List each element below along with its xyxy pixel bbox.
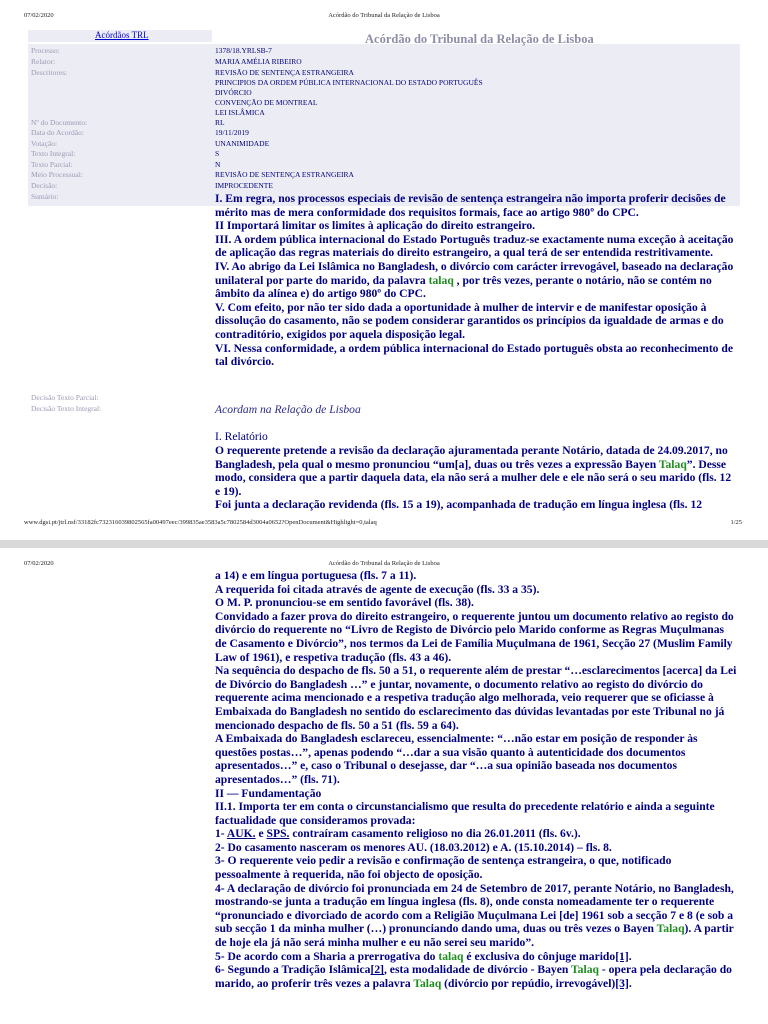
value-meio-processual: REVISÃO DE SENTENÇA ESTRANGEIRA — [215, 170, 354, 179]
value-decisao: IMPROCEDENTE — [215, 181, 273, 190]
report-block-page1 — [215, 444, 737, 512]
value-descritor: REVISÃO DE SENTENÇA ESTRANGEIRA — [215, 68, 354, 77]
party-sps-link[interactable]: SPS. — [266, 827, 290, 841]
print-footer-page: 1/25 — [730, 519, 742, 526]
fact-item: 5- De acordo com a Sharia a prerrogativa do talaq é exclusiva do cônjuge marido[1]. — [215, 949, 632, 963]
fact-item: 1- AUK. e SPS. contraíram casamento religioso no dia 26.01.2011 (fls. 6v.). — [215, 827, 581, 841]
label-texto-integral: Texto Integral: — [31, 149, 76, 158]
summary-paragraph: I. Em regra, nos processos especiais de revisão de sentença estrangeira não importa proferir decisões de mérito mas de mera conformidade dos requisitos formais, face ao artigo 980º do CPC. — [215, 192, 726, 219]
print-header-date: 07/02/2020 — [24, 12, 54, 19]
label-data-acordao: Data do Acordão: — [31, 128, 84, 137]
value-descritor: DIVÓRCIO — [215, 88, 252, 97]
label-n-documento: Nº do Documento: — [31, 118, 88, 127]
highlight-term: Talaq — [571, 963, 599, 977]
fact-item: 6- Segundo a Tradição Islâmica[2], esta modalidade de divórcio - Bayen Talaq - opera pela declaração do marido, ao proferir três vezes a palavra Talaq (divórcio por repúdio, irrevogável)[3]. — [215, 963, 732, 990]
report-paragraph: a 14) e em língua portuguesa (fls. 7 a 11). — [215, 569, 417, 582]
label-votacao: Votação: — [31, 139, 58, 148]
label-decisao: Decisão: — [31, 181, 58, 190]
highlight-term: Talaq — [658, 457, 687, 471]
value-relator: MARIA AMÉLIA RIBEIRO — [215, 57, 302, 66]
summary-paragraph: VI. Nessa conformidade, a ordem pública internacional do Estado português obsta ao reconhecimento de tal divórcio. — [215, 341, 733, 369]
report-block-page2 — [215, 569, 737, 990]
summary-paragraph: IV. Ao abrigo da Lei Islâmica no Bangladesh, o divórcio com carácter irrevogável, baseado na declaração unilateral por parte do marido, da palavra talaq , por três vezes, perante o notário, não se contém no âmbito da alínea e) do artigo 980º do CPC. — [215, 259, 734, 301]
value-texto-integral: S — [215, 149, 220, 158]
pdf-page-2 — [0, 548, 768, 1024]
print-header-title: Acórdão do Tribunal da Relação de Lisboa — [328, 560, 440, 567]
highlight-term: Talaq — [413, 976, 442, 990]
label-decisao-parcial: Decisão Texto Parcial: — [31, 393, 99, 402]
section-title-relatorio: I. Relatório — [215, 430, 268, 443]
label-processo: Processo: — [31, 46, 60, 55]
summary-paragraph: V. Com efeito, por não ter sido dada a oportunidade à mulher de intervir e de manifestar oposição à dissolução do casamento, não se podem considerar garantidos os princípios da igualdade de armas e do contraditório, exigidos por aquela disposição legal. — [215, 300, 724, 341]
acordaos-trl-link[interactable]: Acórdãos TRL — [95, 30, 149, 40]
label-meio-processual: Meio Processual: — [31, 170, 83, 179]
print-header-title: Acórdão do Tribunal da Relação de Lisboa — [328, 12, 440, 19]
decision-intro: Acordam na Relação de Lisboa — [215, 403, 361, 416]
print-footer-url: www.dgsi.pt/jtrl.nsf/33182fc732316039802565fa00497eec/399835ae3583a5c7802584d3004a0652?OpenDocument&Highlight=0,talaq — [24, 519, 377, 526]
footnote-link-2[interactable]: [2] — [370, 963, 384, 977]
facts-paragraph: II.1. Importa ter em conta o circunstancialismo que resulta do precedente relatório e ainda a seguinte factualidade que consideramos provada: — [215, 800, 715, 827]
label-descritores: Descritores: — [31, 68, 68, 77]
value-descritor: LEI ISLÂMICA — [215, 108, 265, 117]
value-descritor: PRINCIPIOS DA ORDEM PÚBLICA INTERNACIONAL DO ESTADO PORTUGUÊS — [215, 78, 483, 87]
footnote-link-3[interactable]: [3] — [615, 976, 629, 990]
report-paragraph: Foi junta a declaração revidenda (fls. 15 a 19), acompanhada de tradução em língua inglesa (fls. 12 — [215, 498, 703, 512]
value-n-documento: RL — [215, 118, 225, 127]
report-paragraph: Na sequência do despacho de fls. 50 a 51, o requerente além de prestar “…esclarecimentos [acerca] da Lei de Divórcio do Bangladesh …” e juntar, novamente, o documento relativo ao registo do divórcio do requerente acima mencionado e a respetiva tradução algo melhorada, veio requerer que se oficiasse à Embaixada do Bangladesh no sentido do esclarecimento das dúvidas levantadas por este Tribunal no já mencionado despacho de fls. 50 a 51 (fls. 59 a 64). — [215, 664, 737, 732]
summary-paragraph: III. A ordem pública internacional do Estado Português traduz-se exactamente numa exceção à aceitação de aplicação das regras materiais do direito estrangeiro, a qual terá de ser entendida restritivamente. — [215, 232, 734, 260]
report-paragraph: O M. P. pronunciou-se em sentido favorável (fls. 38). — [215, 596, 474, 610]
highlight-term: Talaq — [656, 922, 685, 936]
party-auk-link[interactable]: AUK. — [226, 827, 256, 841]
label-texto-parcial: Texto Parcial: — [31, 160, 73, 169]
value-processo: 1378/18.YRLSB-7 — [215, 46, 272, 55]
value-texto-parcial: N — [215, 160, 221, 169]
summary-block — [215, 192, 737, 369]
footnote-link-1[interactable]: [1] — [615, 949, 629, 963]
label-sumario: Sumário: — [31, 192, 59, 201]
report-paragraph: A requerida foi citada através de agente de execução (fls. 33 a 35). — [215, 582, 540, 596]
print-header-date: 07/02/2020 — [24, 560, 54, 567]
fact-item: 2- Do casamento nasceram os menores AU. (18.03.2012) e A. (15.10.2014) – fls. 8. — [215, 840, 612, 854]
page-separator — [0, 540, 768, 548]
section-title-fundamentacao: II — Fundamentação — [215, 786, 322, 800]
label-decisao-integral: Decisão Texto Integral: — [31, 404, 102, 413]
report-paragraph: A Embaixada do Bangladesh esclareceu, essencialmente: “…não estar em posição de responder às questões postas…”, apenas podendo “…dar a sua visão quanto à autenticidade dos documentos apresentados…” e, caso o Tribunal o desejasse, dar “…a sua opinião baseada nos documentos apresentados…” (fls. 71). — [215, 732, 698, 786]
highlight-term: talaq — [438, 949, 464, 963]
page-title: Acórdão do Tribunal da Relação de Lisboa — [365, 32, 594, 46]
fact-item: 3- O requerente veio pedir a revisão e confirmação de sentença estrangeira, o que, notificado pessoalmente à requerida, não foi objecto de oposição. — [215, 854, 672, 882]
highlight-term: talaq — [428, 273, 454, 287]
report-paragraph: Convidado a fazer prova do direito estrangeiro, o requerente juntou um documento relativo ao registo do divórcio do requerente no “Livro de Registo de Divórcio pelo Marido conforme as Regras Muçulmanas de Casamento e Divórcio”, nos termos da Lei de Família Muçulmana de 1961, Secção 27 (Muslim Family Law of 1961), e respetiva tradução (fls. 43 a 46). — [215, 609, 734, 664]
label-relator: Relator: — [31, 57, 56, 66]
value-data-acordao: 19/11/2019 — [215, 128, 249, 137]
summary-paragraph: II Importará limitar os limites à aplicação do direito estrangeiro. — [215, 219, 536, 233]
fact-item: 4- A declaração de divórcio foi pronunciada em 24 de Setembro de 2017, perante Notário, no Bangladesh, mostrando-se junta a tradução em língua inglesa (fls. 8), onde consta nomeadamente ter o requerente “pronunciado e divorciado de acordo com a Religião Muçulmana Lei [de] 1961 sob a secção 7 e 8 (e sob a sub secção 1 da minha mulher (…) pronunciando dando uma, duas ou três vezes o Bayen Talaq). A partir de hoje ela já não será minha mulher e eu não serei seu marido”. — [215, 881, 734, 950]
value-votacao: UNANIMIDADE — [215, 139, 270, 148]
report-paragraph: O requerente pretende a revisão da declaração ajuramentada perante Notário, datada de 24.09.2017, no Bangladesh, pela qual o mesmo pronunciou “um[a], duas ou três vezes a expressão Bayen Talaq”. Desse modo, considera que a partir daquela data, ela não será a mulher dele e ele não será o seu marido (fls. 12 e 19). — [215, 444, 732, 498]
value-descritor: CONVENÇÃO DE MONTREAL — [215, 98, 318, 107]
